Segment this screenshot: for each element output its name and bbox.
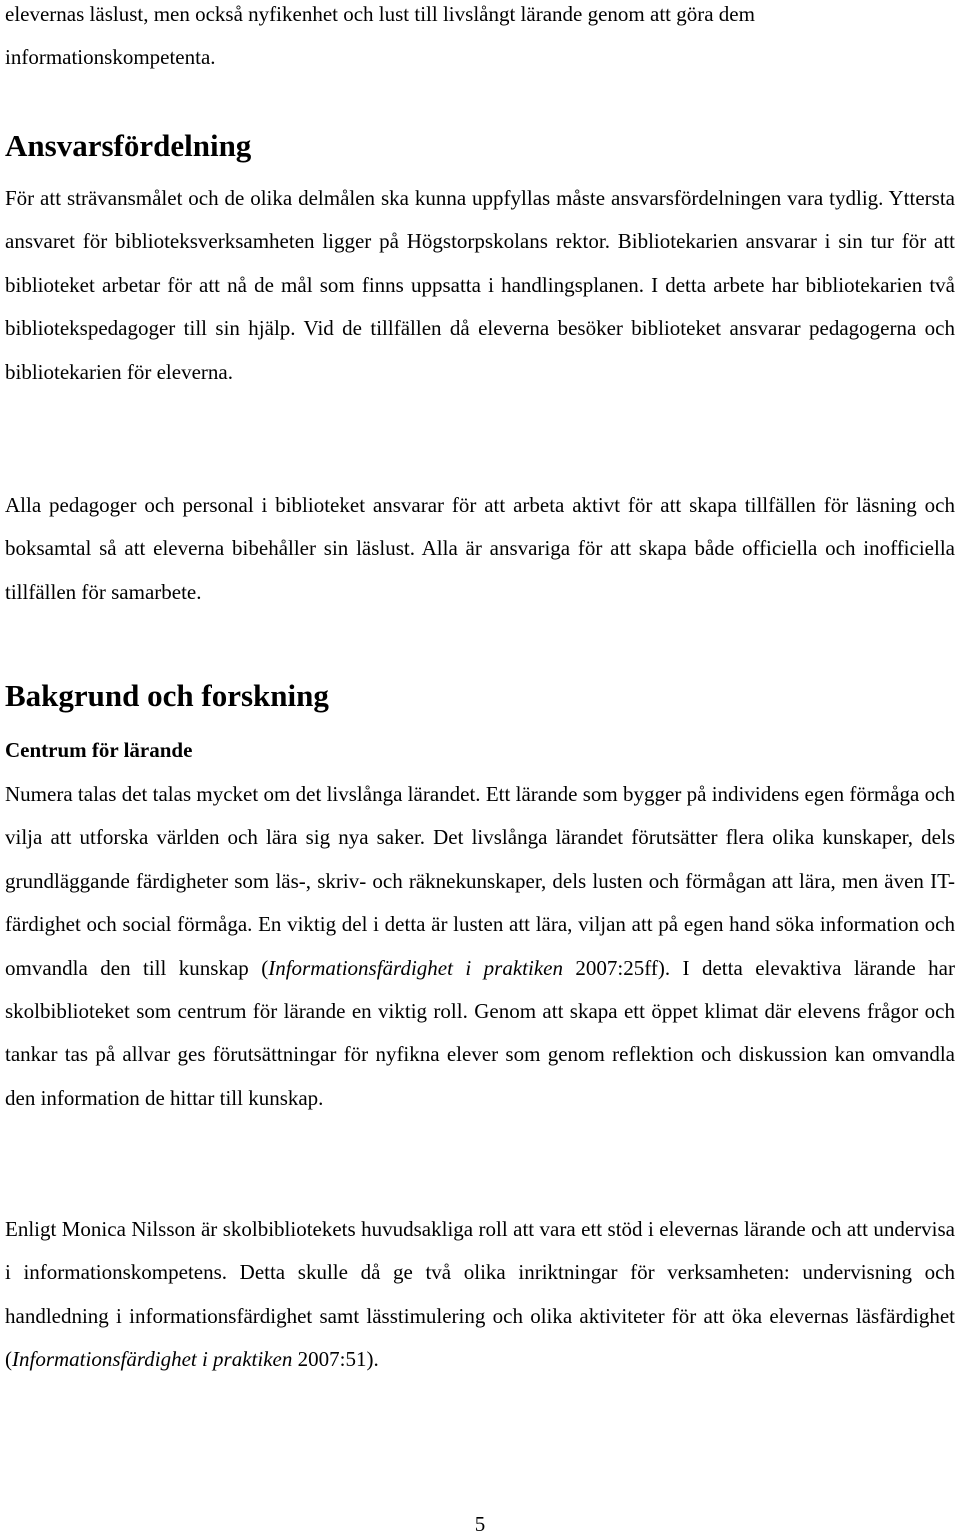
bakgrund-paragraph-2-text-b: 2007:51). — [292, 1347, 379, 1372]
citation-title: Informationsfärdighet i praktiken — [12, 1347, 293, 1372]
bakgrund-paragraph-1-text-b: 2007:25ff). I detta elevaktiva lärande har skolbiblioteket som centrum för lärande en viktig roll. Genom att skapa ett öppet klimat där elevens frågor och tankar tas på allvar ges förutsättningar för nyfikna elever som genom reflektion och diskussion kan omvandla den information de hittar till kunskap. — [5, 955, 955, 1110]
bakgrund-paragraph-2 — [5, 1208, 955, 1382]
subheading-centrum-for-larande: Centrum för lärande — [5, 738, 193, 762]
ansvar-paragraph-2: Alla pedagoger och personal i biblioteket ansvarar för att arbeta aktivt för att skapa tillfällen för läsning och boksamtal så att eleverna bibehåller sin läslust. Alla är ansvariga för att skapa både officiella och inofficiella tillfällen för samarbete. — [5, 493, 955, 604]
ansvar-paragraph-1: För att strävansmålet och de olika delmålen ska kunna uppfyllas måste ansvarsfördelningen vara tydlig. Yttersta ansvaret för biblioteksverksamheten ligger på Högstorpskolans rektor. Bibliotekarien ansvarar i sin tur för att biblioteket arbetar för att nå de mål som finns uppsatta i handlingsplanen. I detta arbete har bibliotekarien två bibliotekspedagoger till sin hjälp. Vid de tillfällen då eleverna besöker biblioteket ansvarar pedagogerna och bibliotekarien för eleverna. — [5, 186, 955, 384]
bakgrund-paragraph-1-text-a: Numera talas det talas mycket om det livslånga lärandet. Ett lärande som bygger på individens egen förmåga och vilja att utforska världen och lära sig nya saker. Det livslånga lärandet förutsätter flera olika kunskaper, dels grundläggande färdigheter som läs-, skriv- och räknekunskaper, dels lusten och förmågan att lära, men även IT-färdighet och social förmåga. En viktig del i detta är lusten att lära, viljan att på egen hand söka information och omvandla den till kunskap ( — [5, 782, 955, 980]
section-heading-ansvarsfordelning: Ansvarsfördelning — [5, 128, 252, 163]
section-heading-bakgrund-och-forskning: Bakgrund och forskning — [5, 678, 329, 713]
intro-continuation-paragraph: elevernas läslust, men också nyfikenhet och lust till livslångt lärande genom att göra dem informationskompetenta. — [5, 2, 755, 70]
bakgrund-paragraph-1 — [5, 773, 955, 1120]
page-number: 5 — [474, 1512, 486, 1536]
bakgrund-paragraph-2-text-a: Enligt Monica Nilsson är skolbibliotekets huvudsakliga roll att vara ett stöd i elevernas lärande och att undervisa i informationskompetens. Detta skulle då ge två olika inriktningar för verksamheten: undervisning och handledning i informationsfärdighet samt lässtimulering och olika aktiviteter för att öka elevernas läsfärdighet ( — [5, 1217, 955, 1372]
citation-title: Informationsfärdighet i praktiken — [268, 955, 563, 980]
